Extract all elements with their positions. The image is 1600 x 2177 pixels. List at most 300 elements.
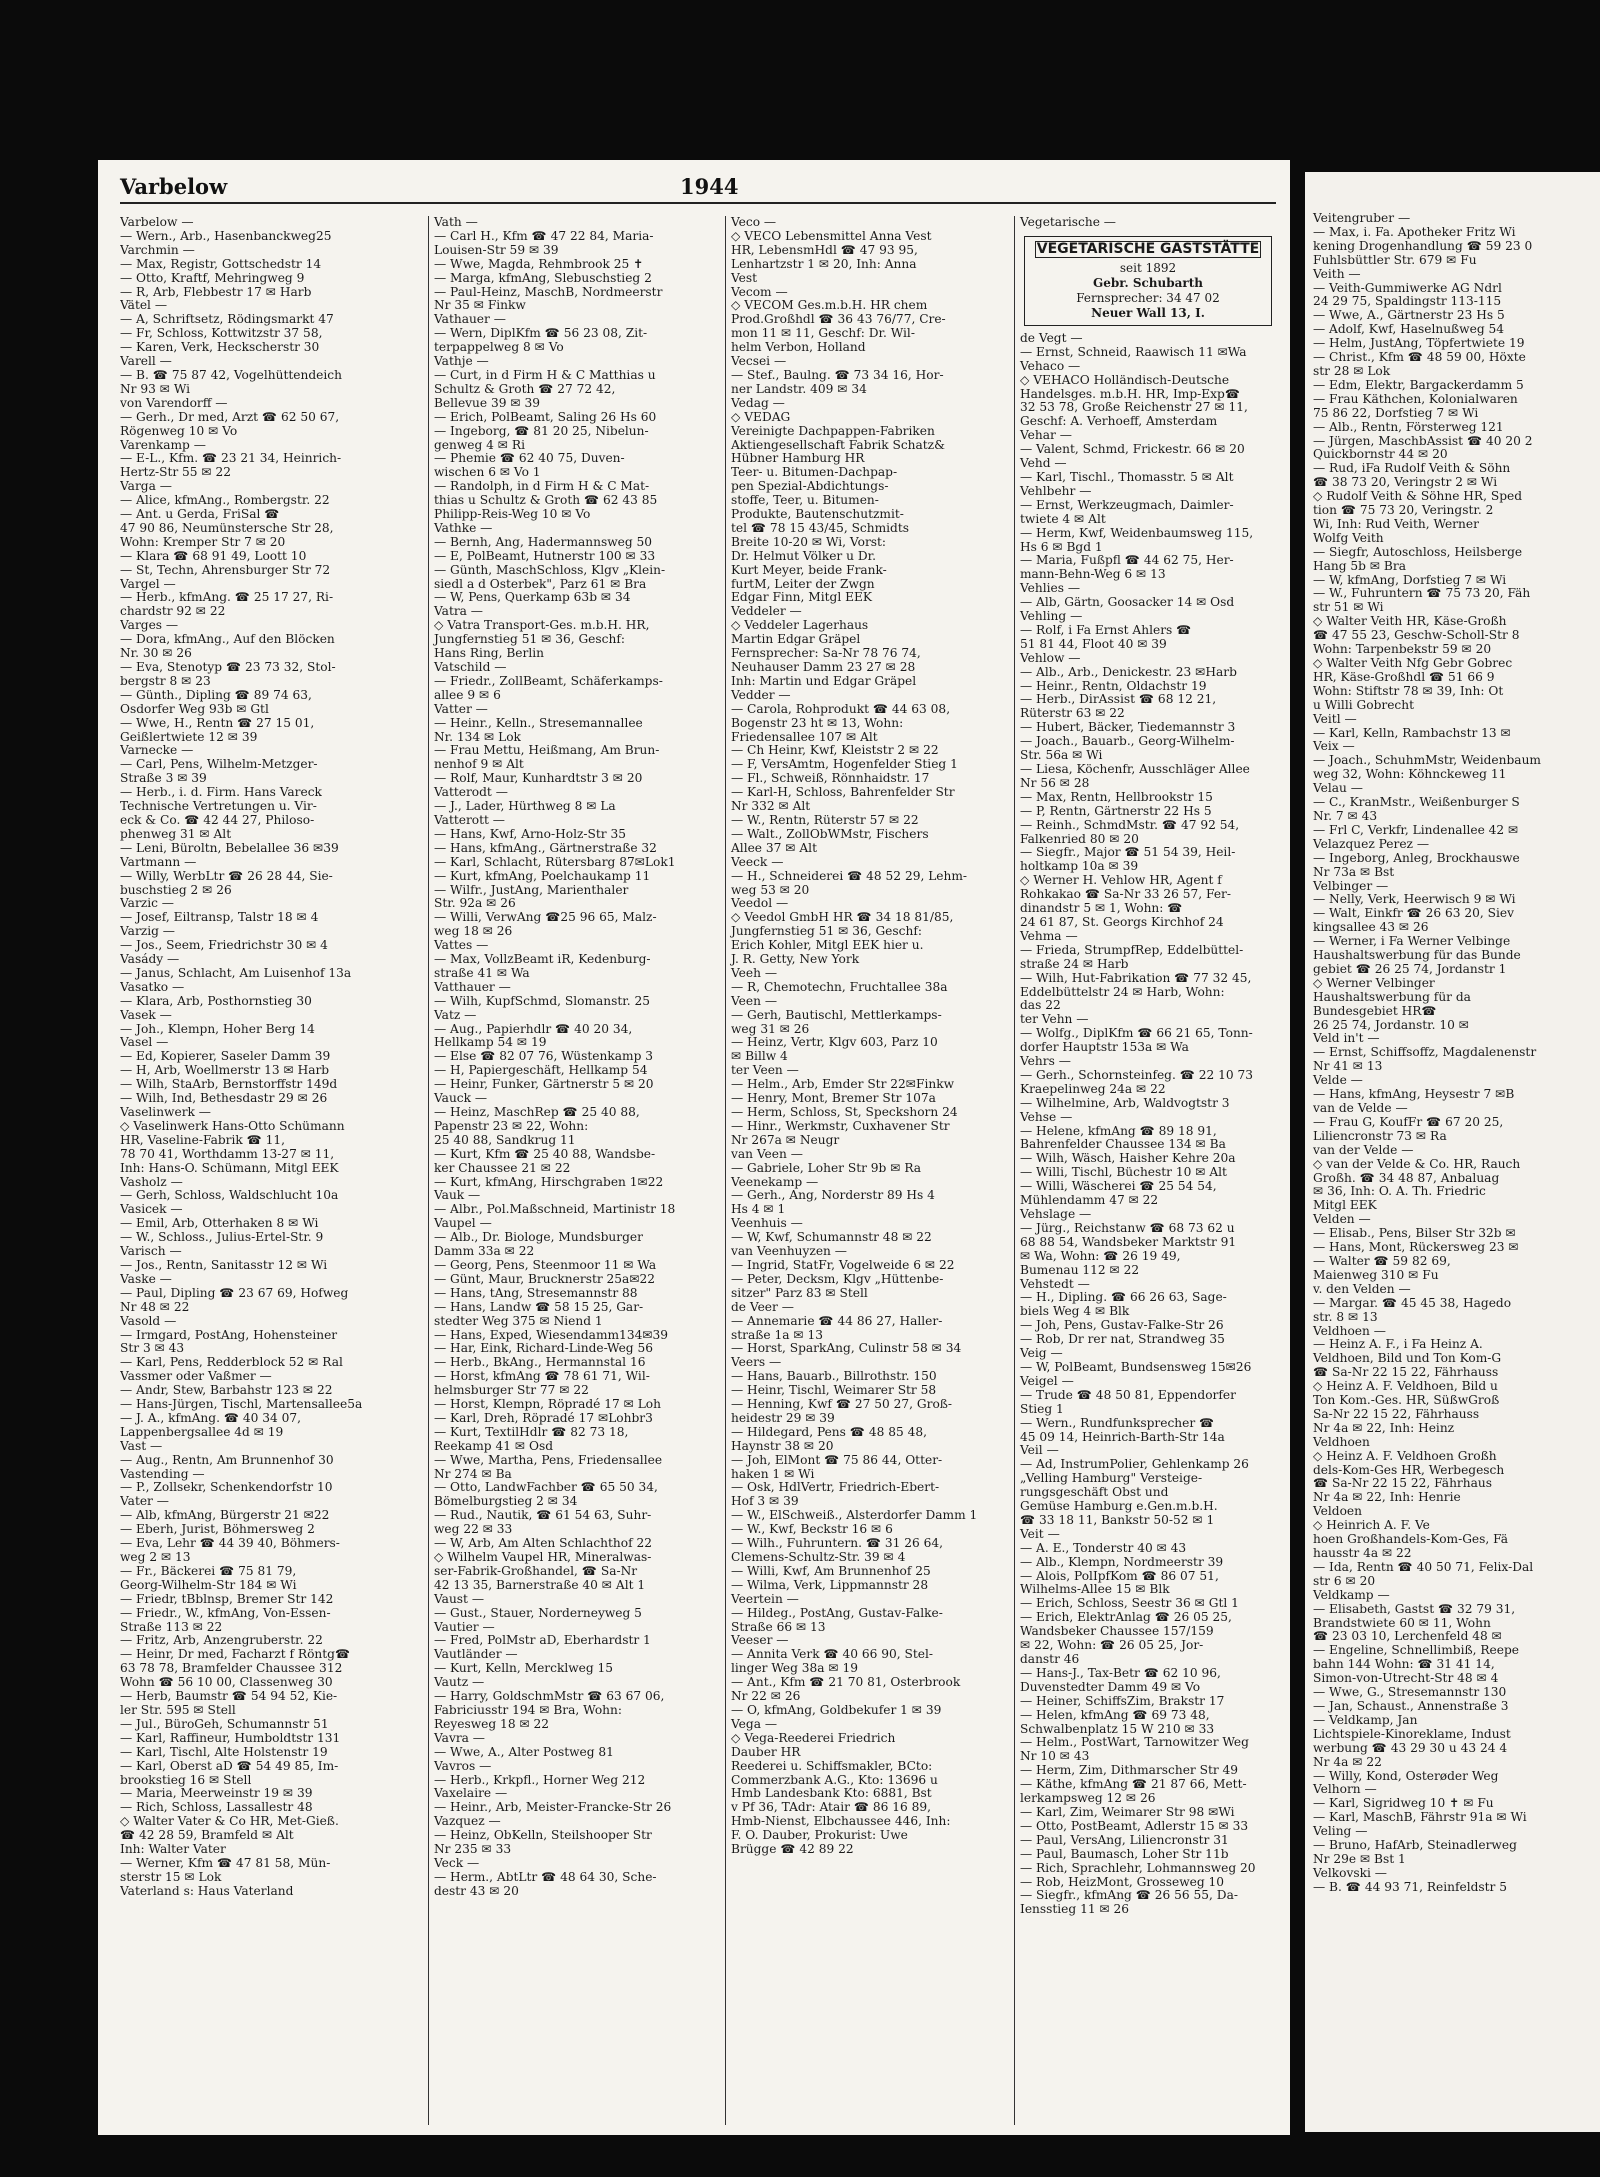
directory-entry-line: — Carl H., Kfm ☎ 47 22 84, Maria- [434,228,654,243]
directory-entry-line: — Valent, Schmd, Frickestr. 66 ✉ 20 [1020,442,1245,457]
directory-entry-line: Allee 37 ✉ Alt [731,840,817,855]
directory-entry-line: — R, Arb, Flebbestr 17 ✉ Harb [120,284,312,299]
directory-entry-line: Nr 29e ✉ Bst 1 [1313,1851,1406,1866]
directory-entry-line: — Eberh, Jurist, Böhmersweg 2 [120,1522,315,1537]
directory-entry-line: — Joach., SchuhmMstr, Weidenbaum [1313,753,1541,768]
directory-entry-line: — Max, Registr, Gottschedstr 14 [120,256,322,271]
directory-entry-line: — Heinz, MaschRep ☎ 25 40 88, [434,1105,640,1119]
directory-entry-line: Str 3 ✉ 43 [120,1341,185,1356]
directory-entry-line: — Willi, Tischl, Büchestr 10 ✉ Alt [1020,1165,1227,1180]
directory-entry-line: Bumenau 112 ✉ 22 [1020,1262,1140,1277]
directory-entry-line: — Frl C, Verkfr, Lindenallee 42 ✉ [1313,822,1519,837]
directory-entry-line: Nr 73a ✉ Bst [1313,864,1395,879]
directory-entry-line: phenweg 31 ✉ Alt [120,826,232,841]
directory-entry-line: Haynstr 38 ✉ 20 [731,1438,834,1453]
directory-entry-line: Velazquez Perez — [1313,836,1430,851]
directory-entry-line: buschstieg 2 ✉ 26 [120,882,232,897]
directory-entry-line: Bellevue 39 ✉ 39 [434,395,540,410]
directory-entry-line: Hs 4 ✉ 1 [731,1202,786,1217]
directory-entry-line: — Heinr, Dr med, Facharzt f Röntg☎ [120,1647,351,1662]
directory-entry-line: Vatter — [434,701,488,716]
directory-entry-line: weg 32, Wohn: Köhnckeweg 11 [1313,767,1507,782]
directory-entry-line: — Gerh., Ang, Norderstr 89 Hs 4 [731,1188,935,1203]
directory-entry-line: — Randolph, in d Firm H & C Mat- [434,479,650,494]
directory-entry-line: Erich Kohler, Mitgl EEK hier u. [731,938,924,953]
directory-entry-line: — Friedr., W., kfmAng, Von-Essen- [120,1605,331,1620]
directory-entry-line: Hof 3 ✉ 39 [731,1494,799,1509]
directory-entry-line: — Osk, HdlVertr, Friedrich-Ebert- [731,1480,940,1495]
directory-entry-line: — Elisab., Pens, Bilser Str 32b ✉ [1313,1226,1516,1241]
directory-entry-line: — Carola, Rohprodukt ☎ 44 63 08, [731,701,951,716]
directory-entry-line: ◇ van der Velde & Co. HR, Rauch [1313,1156,1521,1171]
directory-entry-line: — Irmgard, PostAng, Hohensteiner [120,1327,338,1342]
directory-entry-line: — Frau Mettu, Heißmang, Am Brun- [434,743,660,758]
directory-entry-line: — Herm., AbtLtr ☎ 48 64 30, Sche- [434,1869,657,1884]
directory-entry-line: — Annemarie ☎ 44 86 27, Haller- [731,1313,943,1328]
directory-entry-line: 24 61 87, St. Georgs Kirchhof 24 [1020,914,1224,929]
directory-entry-line: Velde — [1313,1073,1363,1088]
directory-entry-line: — Erich, ElektrAnlag ☎ 26 05 25, [1020,1610,1232,1625]
directory-entry-line: — Ant. u Gerda, FriSal ☎ [120,507,280,522]
directory-entry-line: — F, VersAmtm, Hogenfelder Stieg 1 [731,757,958,772]
directory-entry-line: — Paul-Heinz, MaschB, Nordmeerstr [434,284,663,299]
directory-entry-line: — Fred, PolMstr aD, Eberhardstr 1 [434,1633,651,1648]
directory-entry-line: kening Drogenhandlung ☎ 59 23 0 [1313,238,1533,253]
columns [120,216,1280,2125]
directory-entry-line: Martin Edgar Gräpel [731,632,861,647]
directory-entry-line: — Henry, Mont, Bremer Str 107a [731,1091,936,1106]
directory-entry-line: Sa-Nr 22 15 22, Fährhauss [1313,1406,1480,1421]
directory-entry-line: Veling — [1313,1824,1368,1839]
directory-entry-line: — Alb., Klempn, Nordmeerstr 39 [1020,1554,1224,1569]
directory-entry-line: ✉ 36, Inh: O. A. Th. Friedric [1313,1184,1486,1199]
directory-entry-line: Vehd — [1020,456,1067,471]
directory-entry-line: Hübner Hamburg HR [731,451,865,466]
directory-entry-line: Neuhauser Damm 23 27 ✉ 28 [731,660,916,674]
directory-entry-line: — Rob, Dr rer nat, Strandweg 35 [1020,1332,1225,1347]
directory-entry-line: — St, Techn, Ahrensburger Str 72 [120,562,331,577]
directory-entry-line: 42 13 35, Barnerstraße 40 ✉ Alt 1 [434,1577,646,1592]
directory-entry-line: ◇ Werner H. Vehlow HR, Agent f [1020,873,1222,888]
directory-entry-line: — Siegfr., Major ☎ 51 54 39, Heil- [1020,845,1236,860]
directory-entry-line: Hs 6 ✉ Bgd 1 [1020,539,1103,554]
directory-entry-line: — E-L., Kfm. ☎ 23 21 34, Heinrich- [120,451,342,466]
column-3 [725,216,1013,2125]
directory-entry-line: — Alice, kfmAng., Rombergstr. 22 [120,493,330,508]
directory-entry-line: — Willi, Kwf, Am Brunnenhof 25 [731,1563,931,1578]
directory-entry-line: — Rich, Sprachlehr, Lohmannsweg 20 [1020,1860,1256,1875]
directory-entry-line: terpappelweg 8 ✉ Vo [434,340,564,355]
directory-entry-line: rungsgeschäft Obst und [1020,1485,1169,1500]
directory-entry-line: — Jul., BüroGeh, Schumannstr 51 [120,1716,329,1731]
directory-entry-line: — Wilh, Hut-Fabrikation ☎ 77 32 45, [1020,970,1252,985]
column-4 [1014,216,1286,2125]
directory-entry-line: Haushaltswerbung für da [1313,989,1471,1004]
directory-entry-line: — Ch Heinr, Kwf, Kleiststr 2 ✉ 22 [731,743,939,758]
directory-entry-line: Papenstr 23 ✉ 22, Wohn: [434,1118,589,1133]
directory-entry-line: Prod.Großhdl ☎ 36 43 76/77, Cre- [731,312,946,327]
directory-entry-line: ☎ 23 03 10, Lerchenfeld 48 ✉ [1313,1629,1502,1644]
directory-entry-line: — Helm., PostWart, Tarnowitzer Weg [1020,1735,1249,1750]
directory-entry-line: weg 53 ✉ 20 [731,882,810,897]
directory-entry-line: Veldoen [1313,1504,1362,1519]
directory-entry-line: Vaske — [120,1271,172,1286]
directory-entry-line: Veenhuis — [731,1216,803,1231]
directory-entry-line: — Erich, PolBeamt, Saling 26 Hs 60 [434,409,657,424]
directory-entry-line: Nr 48 ✉ 22 [120,1299,190,1314]
directory-entry-line: — Alois, PolIpfKom ☎ 86 07 51, [1020,1568,1219,1583]
directory-entry-line: — Veldkamp, Jan [1313,1712,1418,1727]
directory-entry-line: de Vegt — [1020,330,1083,345]
directory-entry-line: 78 70 41, Worthdamm 13-27 ✉ 11, [120,1146,335,1161]
directory-entry-line: Louisen-Str 59 ✉ 39 [434,242,559,257]
directory-entry-line: Veig — [1020,1346,1063,1361]
directory-entry-line: Maienweg 310 ✉ Fu [1313,1267,1439,1282]
directory-entry-line: ◇ Walter Veith HR, Käse-Großh [1313,614,1507,629]
directory-entry-line: — Maria, Fußpfl ☎ 44 62 75, Her- [1020,553,1234,568]
directory-entry-line: — Karl, Tischl., Thomasstr. 5 ✉ Alt [1020,469,1234,484]
directory-entry-line: — Werner, Kfm ☎ 47 81 58, Mün- [120,1855,331,1870]
directory-entry-line: — Wilh, KupfSchmd, Slomanstr. 25 [434,993,651,1008]
directory-entry-line: — Liesa, Köchenfr, Ausschläger Allee [1020,762,1250,776]
directory-entry-line: — Helm, JustAng, Töpfertwiete 19 [1313,336,1525,351]
directory-entry-line: Vatterott — [434,812,505,827]
directory-entry-line: Teer- u. Bitumen-Dachpap- [731,465,898,480]
directory-entry-line: Dauber HR [731,1744,801,1759]
directory-entry-line: — Wwe, G., Stresemannstr 130 [1313,1685,1507,1700]
directory-entry-line: — Helm., Arb, Emder Str 22✉Finkw [731,1077,955,1092]
directory-entry-line: Quickbornstr 44 ✉ 20 [1313,447,1448,462]
directory-entry-line: — Wilh, Ind, Bethesdastr 29 ✉ 26 [120,1091,328,1106]
directory-entry-line: — Engeline, Schnellimbiß, Reepe [1313,1643,1519,1658]
directory-entry-line: — Wern., Arb., Hasenbanckweg25 [120,228,332,243]
directory-entry-line: — C., KranMstr., Weißenburger S [1313,795,1520,810]
directory-entry-line: Velau — [1313,781,1363,796]
directory-entry-line: — Eva, Lehr ☎ 44 39 40, Böhmers- [120,1536,340,1551]
directory-entry-line: Dr. Helmut Völker u Dr. [731,548,876,563]
directory-entry-line: — Heinr, Tischl, Weimarer Str 58 [731,1383,937,1398]
directory-entry-line: — Willy, Kond, Osterøder Weg [1313,1768,1499,1783]
directory-entry-line: Produkte, Bautenschutzmit- [731,507,904,522]
directory-entry-line: Vasatko — [120,979,185,994]
directory-entry-line: — Willy, WerbLtr ☎ 26 28 44, Sie- [120,868,333,883]
directory-entry-line: — Herb., BkAng., Hermannstal 16 [434,1355,646,1370]
advertisement-box [1024,236,1272,326]
directory-entry-line: Str. 92a ✉ 26 [434,896,516,911]
directory-entry-line: Vautz — [434,1675,485,1690]
directory-entry-line: — Max, i. Fa. Apotheker Fritz Wi [1313,224,1516,239]
directory-entry-line: — Heinz, Vertr, Klgv 603, Parz 10 [731,1035,938,1050]
directory-entry-line: — Karl, Zim, Weimarer Str 98 ✉Wi [1020,1804,1235,1819]
directory-entry-line: lerkampsweg 12 ✉ 26 [1020,1791,1156,1806]
directory-entry-line: biels Weg 4 ✉ Blk [1020,1304,1130,1319]
directory-entry-line: — Har, Eink, Richard-Linde-Weg 56 [434,1341,653,1356]
directory-entry-line: — Herm, Kwf, Weidenbaumsweg 115, [1020,525,1254,540]
directory-entry-line: — Günth., Dipling ☎ 89 74 63, [120,687,312,702]
directory-entry-line: — Joach., Bauarb., Georg-Wilhelm- [1020,734,1235,749]
directory-entry-line: Varenkamp — [120,437,206,452]
directory-entry-line: 68 88 54, Wandsbeker Marktstr 91 [1020,1234,1237,1249]
directory-entry-line: heidestr 29 ✉ 39 [731,1410,835,1425]
directory-entry-line: Kraepelinweg 24a ✉ 22 [1020,1081,1166,1096]
directory-entry-line: Nr 267a ✉ Neugr [731,1132,840,1147]
directory-entry-line: — Hans, Bauarb., Billrothstr. 150 [731,1369,937,1384]
directory-entry-line: haken 1 ✉ Wi [731,1466,815,1481]
directory-entry-line: — W., Rentn, Rüterstr 57 ✉ 22 [731,812,919,827]
directory-entry-line: mann-Behn-Weg 6 ✉ 13 [1020,567,1166,582]
directory-entry-line: Fernsprecher: Sa-Nr 78 76 74, [731,646,921,661]
directory-entry-line: — Herb., i. d. Firm. Hans Vareck [120,785,322,800]
directory-entry-line: Veldhoen, Bild und Ton Kom-G [1313,1351,1502,1366]
directory-entry-line: F. O. Dauber, Prokurist: Uwe [731,1828,908,1843]
directory-entry-line: HR, Käse-Großhdl ☎ 51 66 9 [1313,669,1495,684]
directory-entry-line: Veix — [1313,739,1355,754]
directory-entry-line: — Josef, Eiltransp, Talstr 18 ✉ 4 [120,910,319,925]
directory-entry-line: Aktiengesellschaft Fabrik Schatz& [731,437,945,452]
directory-entry-line: kingsallee 43 ✉ 26 [1313,920,1429,935]
directory-entry-line: Velden — [1313,1212,1371,1227]
directory-entry-line: Vatra — [434,604,483,619]
directory-entry-line: — Hans, kfmAng, Heysestr 7 ✉B [1313,1087,1515,1102]
directory-entry-line: straße 1a ✉ 13 [731,1327,823,1342]
directory-entry-line: Lichtspiele-Kinoreklame, Indust [1313,1726,1511,1741]
directory-entry-line: Vatschild — [434,660,507,674]
directory-entry-line: — Karl, Pens, Redderblock 52 ✉ Ral [120,1355,343,1370]
directory-entry-line: — Paul, Dipling ☎ 23 67 69, Hofweg [120,1285,349,1300]
directory-entry-line: — Ernst, Schiffsoffz, Magdalenenstr [1313,1045,1537,1060]
directory-entry-line: Großh. ☎ 34 48 87, Anbaluag [1313,1170,1500,1185]
directory-entry-line: — Bernh, Ang, Hadermannsweg 50 [434,534,653,549]
directory-entry-line: ☎ Sa-Nr 22 15 22, Fährhauss [1313,1365,1499,1380]
directory-entry-line: — W., Kwf, Beckstr 16 ✉ 6 [731,1522,893,1537]
directory-entry-line: Nr 56 ✉ 28 [1020,775,1090,790]
directory-entry-line: — Phemie ☎ 62 40 75, Duven- [434,451,625,466]
directory-entry-line: — Kurt, Kelln, Mercklweg 15 [434,1661,614,1676]
directory-entry-line: — Alb., Rentn, Försterweg 121 [1313,419,1504,434]
directory-entry-line: bergstr 8 ✉ 23 [120,673,211,688]
directory-entry-line: Vehma — [1020,928,1078,943]
directory-entry-line: Velbinger — [1313,878,1389,893]
directory-entry-line: Vasel — [120,1035,169,1050]
directory-entry-line: — Hans, Kwf, Arno-Holz-Str 35 [434,826,626,841]
directory-entry-line: — Wilma, Verk, Lippmannstr 28 [731,1577,929,1592]
directory-entry-line: ◇ Walter Veith Nfg Gebr Gobrec [1313,656,1513,670]
directory-entry-line: nenhof 9 ✉ Alt [434,757,524,772]
ad-owner: Gebr. Schubarth [1092,275,1204,290]
directory-entry-line: ☎ 38 73 20, Veringstr 2 ✉ Wi [1313,475,1498,490]
directory-entry-line: hausstr 4a ✉ 22 [1313,1546,1412,1560]
ad-address: Neuer Wall 13, I. [1091,305,1205,320]
directory-entry-line: — Jan, Schaust., Annenstraße 3 [1313,1698,1509,1713]
directory-entry-line: — Käthe, kfmAng ☎ 21 87 66, Mett- [1020,1777,1247,1792]
directory-entry-line: Nr 274 ✉ Ba [434,1466,512,1481]
directory-entry-line: — H, Arb, Woellmerstr 13 ✉ Harb [120,1063,330,1078]
directory-entry-line: Velhorn — [1313,1782,1377,1797]
directory-entry-line: Varzig — [120,924,175,939]
directory-entry-line: Jungfernstieg 51 ✉ 36, Geschf: [731,924,922,939]
directory-entry-line: — Dora, kfmAng., Auf den Blöcken [120,632,335,647]
directory-entry-line: straße 24 ✉ Harb [1020,956,1129,971]
directory-entry-line: Ton Kom.-Ges. HR, SüßwGroß [1313,1393,1500,1408]
directory-entry-line: — Ernst, Werkzeugmach, Daimler- [1020,497,1234,512]
directory-entry-line: — Wern., Rundfunksprecher ☎ [1020,1415,1215,1430]
directory-entry-line: — Fr, Schloss, Kottwitzstr 37 58, [120,326,323,341]
directory-entry-line: — Karl-H, Schloss, Bahrenfelder Str [731,785,955,800]
ad-since: seit 1892 [1119,260,1177,275]
directory-entry-line: — Harry, GoldschmMstr ☎ 63 67 06, [434,1689,665,1704]
directory-entry-line: — Else ☎ 82 07 76, Wüstenkamp 3 [434,1049,654,1064]
directory-entry-line: — Wwe, A., Gärtnerstr 23 Hs 5 [1313,308,1505,323]
directory-entry-line: — Bruno, HafArb, Steinadlerweg [1313,1838,1517,1853]
directory-entry-line: — A. E., Tonderstr 40 ✉ 43 [1020,1540,1187,1555]
directory-entry-line: v. den Velden — [1313,1281,1411,1296]
directory-entry-line: — Herb., Krkpfl., Horner Weg 212 [434,1772,646,1787]
directory-entry-line: Vehaco — [1020,358,1081,373]
directory-entry-line: — Alb., Arb., Denickestr. 23 ✉Harb [1020,664,1237,679]
directory-entry-line: Vatterodt — [434,785,508,800]
directory-entry-line: — Rolf, Maur, Kunhardtstr 3 ✉ 20 [434,771,643,786]
directory-entry-line: ◇ Heinrich A. F. Ve [1313,1518,1430,1533]
directory-entry-line: — Hans-Jürgen, Tischl, Martensallee5a [120,1397,363,1412]
directory-entry-line: danstr 46 [1020,1652,1080,1666]
directory-entry-line: Vehlow — [1020,650,1081,665]
directory-entry-line: — Erich, Schloss, Seestr 36 ✉ Gtl 1 [1020,1596,1239,1611]
directory-entry-line: Straße 3 ✉ 39 [120,771,207,786]
directory-entry-line: — Hans, Landw ☎ 58 15 25, Gar- [434,1299,644,1314]
directory-entry-line: — Margar. ☎ 45 45 38, Hagedo [1313,1295,1512,1310]
directory-entry-line: Vehslage — [1020,1207,1092,1221]
directory-entry-line: Straße 66 ✉ 13 [731,1619,826,1634]
directory-entry-line: — Willi, Wäscherei ☎ 25 54 54, [1020,1179,1217,1194]
directory-entry-line: — Wilfr., JustAng, Marienthaler [434,882,629,897]
directory-entry-line: Varbelow — [120,216,194,229]
directory-entry-line: — Herb, Baumstr ☎ 54 94 52, Kie- [120,1689,338,1704]
directory-entry-line: — Wilh, Wäsch, Haisher Kehre 20a [1020,1151,1236,1166]
directory-entry-line: Str. 56a ✉ Wi [1020,748,1103,763]
directory-entry-line: Clemens-Schultz-Str. 39 ✉ 4 [731,1550,906,1564]
directory-entry-line: Schultz & Groth ☎ 27 72 42, [434,381,616,396]
directory-entry-line: Wolfg Veith [1313,530,1384,545]
directory-entry-line: Rögenweg 10 ✉ Vo [120,423,238,438]
directory-entry-line: — W, kfmAng, Dorfstieg 7 ✉ Wi [1313,572,1507,587]
directory-entry-line: Nr 93 ✉ Wi [120,381,191,396]
directory-entry-line: destr 43 ✉ 20 [434,1883,519,1898]
directory-entry-line: — Janus, Schlacht, Am Luisenhof 13a [120,965,352,980]
directory-entry-line: Vartmann — [120,854,197,869]
column-5 [1305,212,1600,2132]
directory-entry-line: Bahrenfelder Chaussee 134 ✉ Ba [1020,1137,1226,1152]
directory-entry-line: Vega — [731,1716,778,1731]
directory-entry-line: Lappenbergsallee 4d ✉ 19 [120,1424,284,1439]
directory-entry-line: Veeser — [731,1633,789,1648]
directory-entry-line: van der Velde — [1313,1142,1414,1157]
directory-entry-line: — Klara ☎ 68 91 49, Loott 10 [120,548,307,563]
directory-entry-line: Vaust — [434,1591,485,1606]
directory-entry-line: Nr. 134 ✉ Lok [434,729,521,744]
directory-entry-line: — Edm, Elektr, Bargackerdamm 5 [1313,377,1524,392]
directory-entry-line: Fuhlsbüttler Str. 679 ✉ Fu [1313,252,1477,267]
directory-entry-line: Veck — [434,1855,480,1870]
directory-entry-line: — Wilhelmine, Arb, Waldvogtstr 3 [1020,1095,1230,1110]
directory-entry-line: — Fritz, Arb, Anzengruberstr. 22 [120,1633,323,1648]
directory-entry-line: straße 41 ✉ Wa [434,965,530,980]
directory-entry-line: — Karl, Sigridweg 10 ✝ ✉ Fu [1313,1796,1494,1811]
directory-entry-line: HR, LebensmHdl ☎ 47 93 95, [731,242,918,257]
directory-entry-line: Vaterland s: Haus Vaterland [120,1883,294,1898]
directory-entry-line: — Wwe, Magda, Rehmbrook 25 ✝ [434,256,644,271]
directory-entry-line: Vavros — [434,1758,492,1773]
directory-entry-line: Vasholz — [120,1174,183,1189]
directory-entry-line: — Max, VollzBeamt iR, Kedenburg- [434,952,651,967]
directory-entry-line: — Karl, Raffineur, Humboldtstr 131 [120,1730,341,1745]
directory-entry-line: Veil — [1020,1443,1059,1458]
page-header [120,174,1276,204]
directory-entry-line: ◇ Heinz A. F. Veldhoen, Bild u [1313,1379,1498,1394]
directory-entry-line: — Friedr, tBblnsp, Bremer Str 142 [120,1591,334,1606]
directory-entry-line: Falkenried 80 ✉ 20 [1020,831,1139,846]
directory-entry-line: — Gerh, Schloss, Waldschlucht 10a [120,1188,339,1203]
directory-entry-line: — Kurt, TextilHdlr ☎ 82 73 18, [434,1424,629,1439]
directory-entry-line: Vecsei — [731,354,787,369]
directory-entry-line: Mitgl EEK [1313,1198,1377,1213]
ad-title: VEGETARISCHE GASTSTÄTTE [1036,240,1260,257]
directory-entry-line: — Karl, Oberst aD ☎ 54 49 85, Im- [120,1758,339,1773]
directory-entry-line: Nr 235 ✉ 33 [434,1842,512,1857]
directory-entry-line: — Max, Rentn, Hellbrookstr 15 [1020,789,1213,804]
directory-entry-line: — Joh, Pens, Gustav-Falke-Str 26 [1020,1318,1224,1333]
directory-entry-line: u Willi Gobrecht [1313,697,1414,712]
directory-entry-line: Reyesweg 18 ✉ 22 [434,1716,550,1731]
directory-entry-line: Vathje — [434,354,489,369]
directory-entry-line: Velkovski — [1313,1865,1387,1880]
directory-entry-line: — Rud, iFa Rudolf Veith & Söhn [1313,461,1511,476]
directory-entry-line: — Frau Käthchen, Kolonialwaren [1313,391,1518,406]
directory-entry-line: — Alb, Gärtn, Goosacker 14 ✉ Osd [1020,595,1235,610]
directory-entry-line: 25 40 88, Sandkrug 11 [434,1132,576,1147]
directory-entry-line: Rohkakao ☎ Sa-Nr 33 26 57, Fer- [1020,887,1231,902]
directory-entry-line: — Leni, Büroltn, Bebelallee 36 ✉39 [120,840,339,855]
directory-entry-line: van de Velde — [1313,1101,1408,1115]
directory-entry-line: Nr 332 ✉ Alt [731,799,811,814]
directory-entry-line: ◇ VECOM Ges.m.b.H. HR chem [731,298,928,313]
directory-entry-line: Veldhoen [1313,1434,1370,1449]
directory-entry-line: Hertz-Str 55 ✉ 22 [120,465,232,480]
directory-entry-line: — Günt, Maur, Brucknerstr 25a✉22 [434,1271,656,1286]
directory-entry-line: — Friedr., ZollBeamt, Schäferkamps- [434,673,663,688]
directory-entry-line: Veedol — [731,896,789,911]
directory-entry-line: — Marga, kfmAng, Slebuschstieg 2 [434,270,652,285]
running-head: Varbelow [120,174,228,199]
directory-entry-line: van Veenhuyzen — [731,1244,847,1259]
directory-entry-line: — Ida, Rentn ☎ 40 50 71, Felix-Dal [1313,1559,1534,1574]
directory-entry-line: 45 09 14, Heinrich-Barth-Str 14a [1020,1429,1225,1444]
directory-entry-line: Vauk — [434,1188,481,1203]
directory-entry-line: — Otto, LandwFachber ☎ 65 50 34, [434,1480,658,1495]
directory-entry-line: Osdorfer Weg 93b ✉ Gtl [120,701,269,716]
directory-entry-line: ✉ Billw 4 [731,1049,788,1064]
directory-entry-line: Kurt Meyer, beide Frank- [731,562,887,577]
directory-entry-line: — Heinr, Funker, Gärtnerstr 5 ✉ 20 [434,1077,654,1092]
directory-entry-line: — Karl, Kelln, Rambachstr 13 ✉ [1313,725,1511,740]
directory-entry-line: — Wwe, A., Alter Postweg 81 [434,1744,614,1759]
directory-entry-line: ◇ Vaselinwerk Hans-Otto Schümann [120,1118,345,1133]
directory-entry-line: Hang 5b ✉ Bra [1313,558,1406,573]
directory-entry-line: dinandstr 5 ✉ 1, Wohn: ☎ [1020,901,1183,916]
directory-entry-line: Rüterstr 63 ✉ 22 [1020,706,1125,721]
directory-entry-line: Vast — [120,1438,163,1453]
directory-entry-line: twiete 4 ✉ Alt [1020,511,1106,526]
directory-entry-line: — Joh, ElMont ☎ 75 86 44, Otter- [731,1452,943,1467]
